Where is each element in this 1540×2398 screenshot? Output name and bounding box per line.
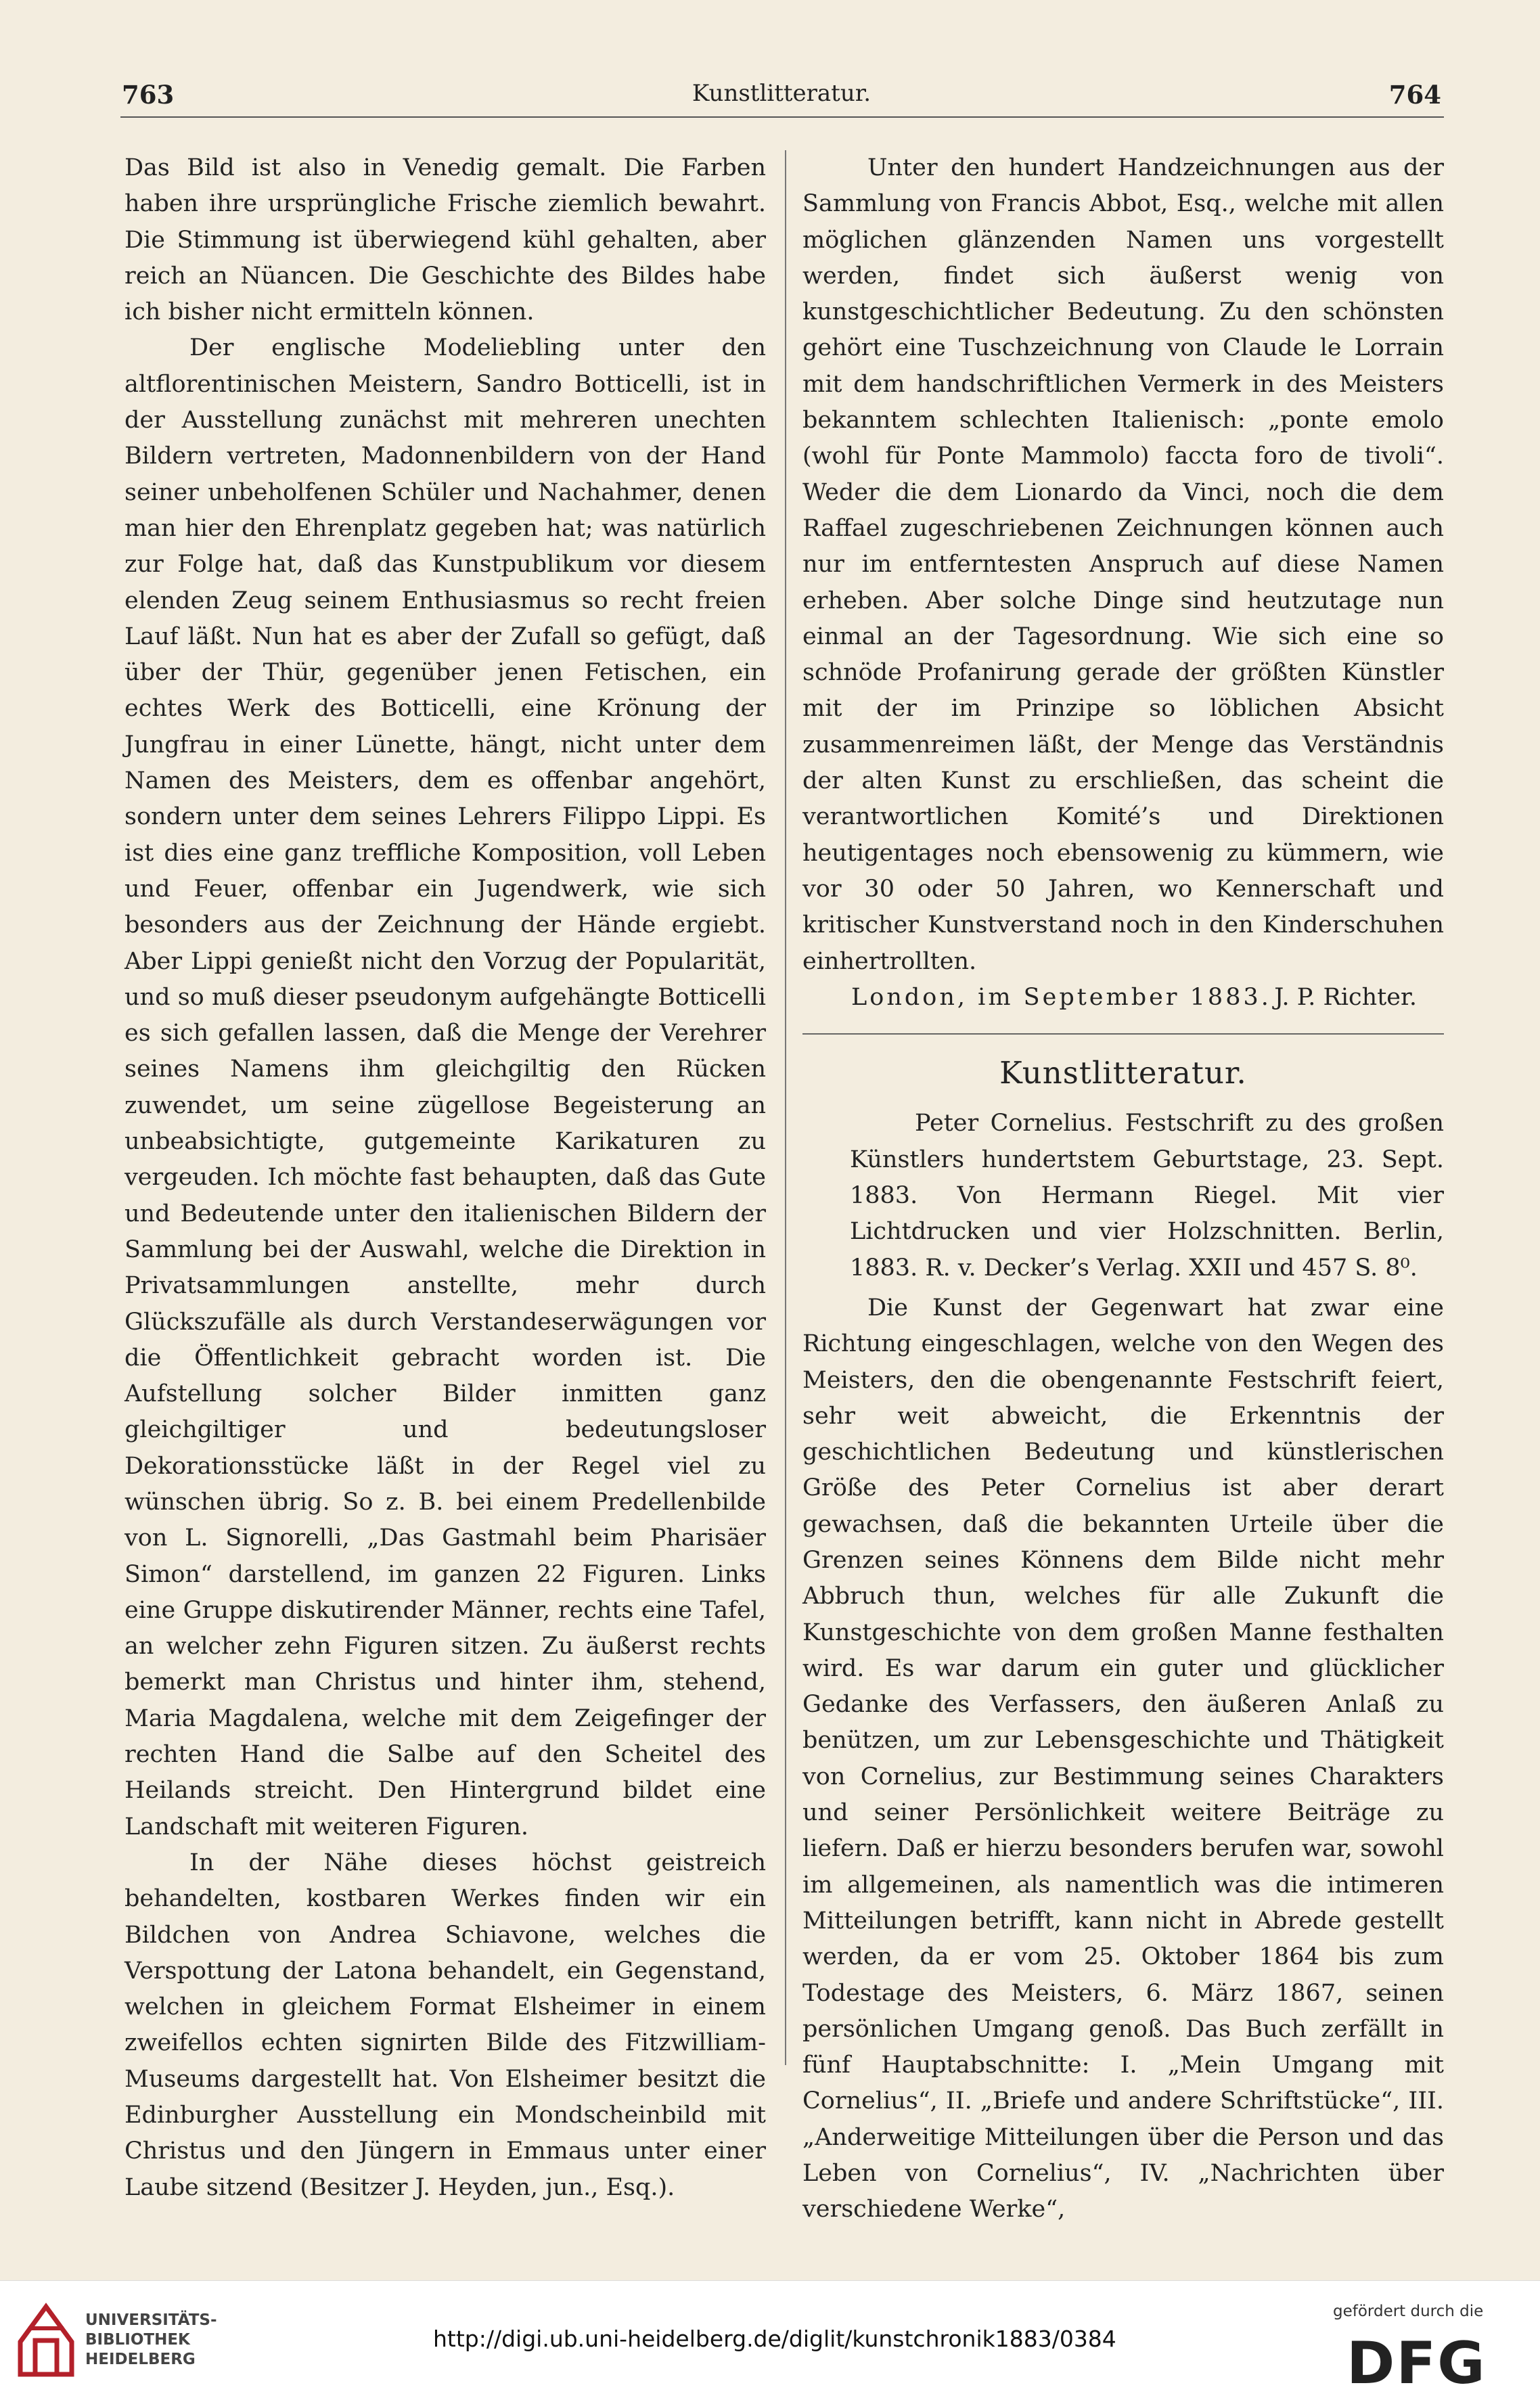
- signature-place: London, im September 1883.: [851, 983, 1271, 1011]
- column-divider: [785, 150, 786, 2065]
- funding-note: gefördert durch die: [1333, 2303, 1484, 2320]
- logo-line: UNIVERSITÄTS-: [85, 2311, 217, 2329]
- logo-line: BIBLIOTHEK: [85, 2331, 190, 2349]
- university-logo-icon[interactable]: [15, 2301, 77, 2379]
- running-header: [122, 80, 1441, 120]
- header-rule: [120, 116, 1444, 118]
- signature-line: [802, 980, 1444, 1016]
- logo-line: HEIDELBERG: [85, 2351, 196, 2368]
- section-title: Kunstlitteratur.: [999, 1055, 1247, 1091]
- signature-author: J. P. Richter.: [1274, 983, 1417, 1011]
- bibliography-entry: Peter Cornelius. Festschrift zu des großen Künstlers hundertstem Geburtstage, 23. Sept. 1883. Von Hermann Riegel. Mit vier Lichtdrucken und vier Holzschnitten. Berlin, 1883. R. v. Decker’s Verlag. XXII und 457 S. 8⁰.: [850, 1110, 1444, 1282]
- right-column: [802, 150, 1444, 2228]
- digital-library-link[interactable]: http://digi.ub.uni-heidelberg.de/diglit/kunstchronik1883/0384: [433, 2326, 1116, 2352]
- dfg-logo[interactable]: DFG: [1346, 2330, 1487, 2397]
- footer-bar: [0, 2280, 1540, 2398]
- page-number-right: 764: [1388, 80, 1441, 110]
- paragraph: In der Nähe dieses höchst geistreich behandelten, kostbaren Werkes finden wir ein Bildchen von Andrea Schiavone, welches die Verspottung der Latona behandelt, ein Gegenstand, welchen in gleichem Format Elsheimer in einem zweifellos echten signirten Bilde des Fitzwilliam-Museums dargestellt hat. Von Elsheimer besitzt die Edinburgher Ausstellung ein Mondscheinbild mit Christus und den Jüngern in Emmaus unter einer Laube sitzend (Besitzer J. Heyden, jun., Esq.).: [124, 1849, 766, 2201]
- left-column: [124, 150, 766, 2206]
- paragraph: Unter den hundert Handzeichnungen aus der Sammlung von Francis Abbot, Esq., welche mit allen möglichen glänzenden Namen uns vorgestellt werden, findet sich äußerst wenig von kunstgeschichtlicher Bedeutung. Zu den schönsten gehört eine Tuschzeichnung von Claude le Lorrain mit dem handschriftlichen Vermerk in des Meisters bekanntem schlechten Italienisch: „ponte emolo (wohl für Ponte Mammolo) faccta foro de tivoli“. Weder die dem Lionardo da Vinci, noch die dem Raffael zugeschriebenen Zeichnungen können auch nur im entferntesten Anspruch auf diese Namen erheben. Aber solche Dinge sind heutzutage nun einmal an der Tagesordnung. Wie sich eine so schnöde Profanirung gerade der größten Künstler mit der im Prinzipe so löblichen Absicht zusammenreimen läßt, der Menge das Verständnis der alten Kunst zu erschließen, das scheint die verantwortlichen Komité’s und Direktionen heutigentages noch ebensowenig zu kümmern, wie vor 30 oder 50 Jahren, wo Kennerschaft und kritischer Kunstverstand noch in den Kinderschuhen einhertrollten.: [802, 154, 1444, 975]
- paragraph: Das Bild ist also in Venedig gemalt. Die Farben haben ihre ursprüngliche Frische ziemlich bewahrt. Die Stimmung ist überwiegend kühl gehalten, aber reich an Nüancen. Die Geschichte des Bildes habe ich bisher nicht ermitteln können.: [124, 154, 766, 326]
- university-logo-text: [85, 2311, 217, 2370]
- section-rule: [802, 1033, 1444, 1035]
- running-title: Kunstlitteratur.: [692, 80, 871, 107]
- paragraph: Der englische Modeliebling unter den altflorentinischen Meistern, Sandro Botticelli, ist in der Ausstellung zunächst mit mehreren unechten Bildern vertreten, Madonnenbildern von der Hand seiner unbeholfenen Schüler und Nachahmer, denen man hier den Ehrenplatz gegeben hat; was natürlich zur Folge hat, daß das Kunstpublikum vor diesem elenden Zeug seinem Enthusiasmus so recht freien Lauf läßt. Nun hat es aber der Zufall so gefügt, daß über der Thür, gegenüber jenen Fetischen, ein echtes Werk des Botticelli, eine Krönung der Jungfrau in einer Lünette, hängt, nicht unter dem Namen des Meisters, dem es offenbar angehört, sondern unter dem seines Lehrers Filippo Lippi. Es ist dies eine ganz treffliche Komposition, voll Leben und Feuer, offenbar ein Jugendwerk, wie sich besonders aus der Zeichnung der Hände ergiebt. Aber Lippi genießt nicht den Vorzug der Popularität, und so muß dieser pseudonym aufgehängte Botticelli es sich gefallen lassen, daß die Menge der Verehrer seines Namens ihm gleichgiltig den Rücken zuwendet, um seine zügellose Begeisterung an unbeabsichtigte, gutgemeinte Karikaturen zu vergeuden. Ich möchte fast behaupten, daß das Gute und Bedeutende unter den italienischen Bildern der Sammlung bei der Auswahl, welche die Direktion in Privatsammlungen anstellte, mehr durch Glückszufälle als durch Verstandeserwägungen vor die Öffentlichkeit gebracht worden ist. Die Aufstellung solcher Bilder inmitten ganz gleichgiltiger und bedeutungsloser Dekorationsstücke läßt in der Regel viel zu wünschen übrig. So z. B. bei einem Predellenbilde von L. Signorelli, „Das Gastmahl beim Pharisäer Simon“ darstellend, im ganzen 22 Figuren. Links eine Gruppe diskutirender Männer, rechts eine Tafel, an welcher zehn Figuren sitzen. Zu äußerst rechts bemerkt man Christus und hinter ihm, stehend, Maria Magdalena, welche mit dem Zeigefinger der rechten Hand die Salbe auf den Scheitel des Heilands streicht. Den Hintergrund bildet eine Landschaft mit weiteren Figuren.: [124, 334, 766, 1840]
- page-number-left: 763: [122, 80, 175, 110]
- review-paragraph: Die Kunst der Gegenwart hat zwar eine Richtung eingeschlagen, welche von den Wegen des Meisters, den die obengenannte Festschrift feiert, sehr weit abweicht, die Erkenntnis der geschichtlichen Bedeutung und künstlerischen Größe des Peter Cornelius ist aber derart gewachsen, daß die bekannten Urteile über die Grenzen seines Könnens dem Bilde nicht mehr Abbruch thun, welches für alle Zukunft die Kunstgeschichte von dem großen Manne festhalten wird. Es war darum ein guter und glücklicher Gedanke des Verfassers, den äußeren Anlaß zu benützen, um zur Lebensgeschichte und Thätigkeit von Cornelius, zur Bestimmung seines Charakters und seiner Persönlichkeit weitere Beiträge zu liefern. Daß er hierzu besonders berufen war, sowohl im allgemeinen, als namentlich was die intimeren Mitteilungen betrifft, kann nicht in Abrede gestellt werden, da er vom 25. Oktober 1864 bis zum Todestage des Meisters, 6. März 1867, seinen persönlichen Umgang genoß. Das Buch zerfällt in fünf Hauptabschnitte: I. „Mein Umgang mit Cornelius“, II. „Briefe und andere Schriftstücke“, III. „Anderweitige Mitteilungen über die Person und das Leben von Cornelius“, IV. „Nachrichten über verschiedene Werke“,: [802, 1294, 1444, 2223]
